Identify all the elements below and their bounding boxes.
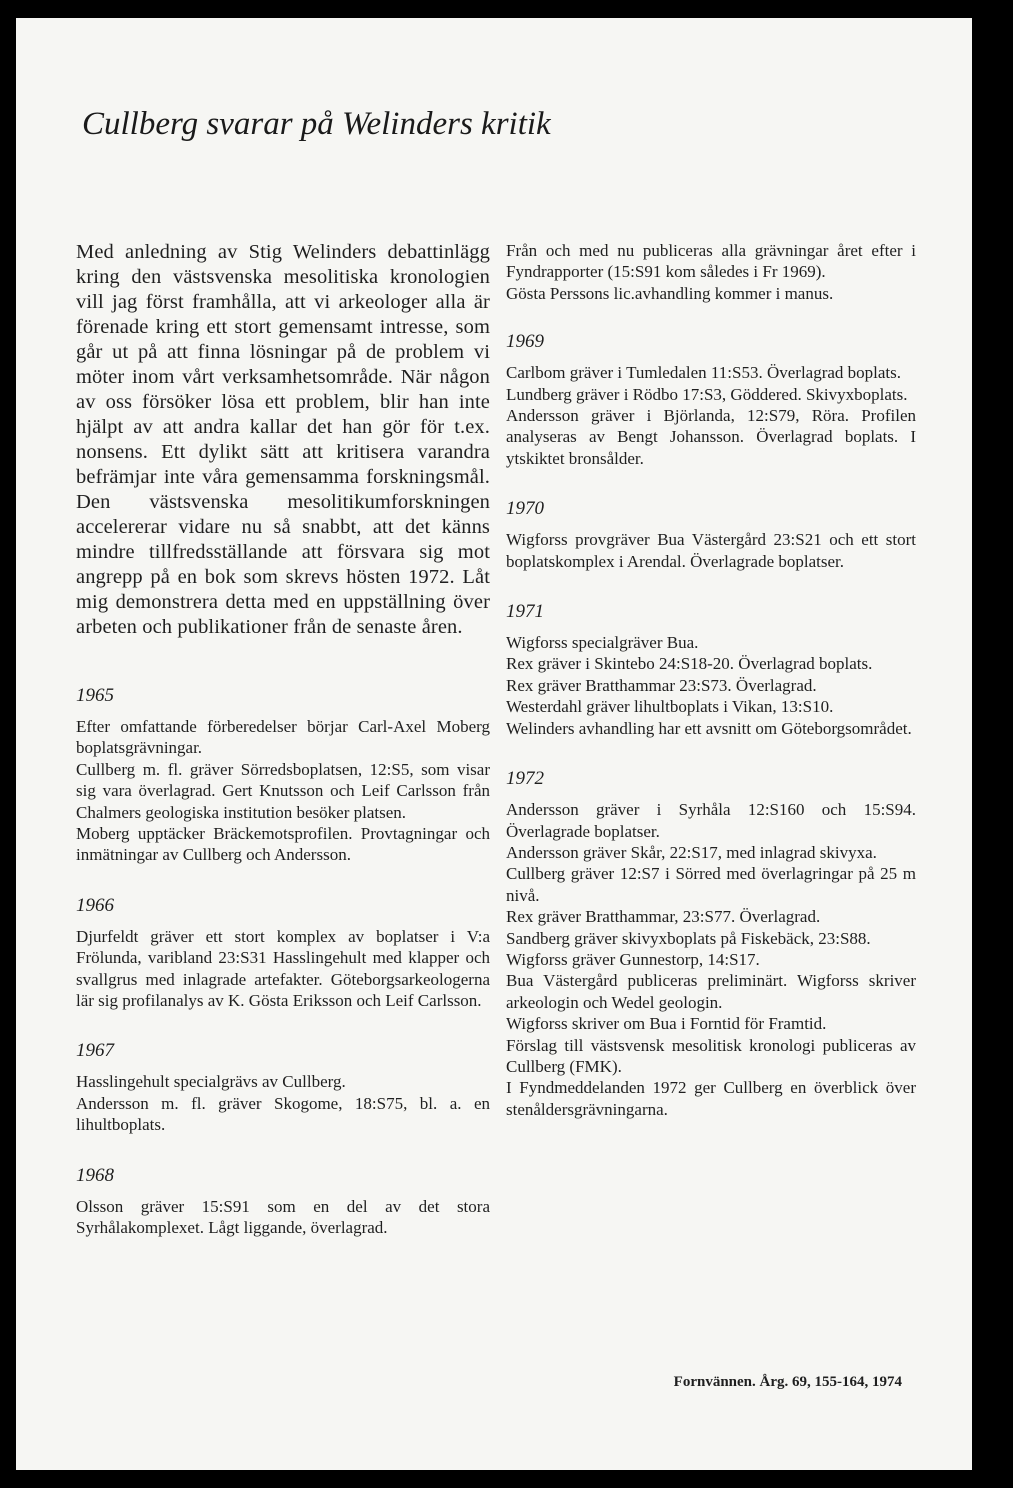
section-1971 — [506, 600, 916, 739]
entry: I Fyndmeddelanden 1972 ger Cullberg en överblick över stenåldersgrävningarna. — [506, 1078, 916, 1119]
entry: Andersson gräver i Björlanda, 12:S79, Röra. Profilen analyseras av Bengt Johansson. Överlagrad boplats. I ytskiktet bronsålder. — [506, 406, 916, 468]
entry: Andersson gräver i Syrhåla 12:S160 och 15:S94. Överlagrade boplatser. — [506, 800, 916, 841]
entry: Lundberg gräver i Rödbo 17:S3, Göddered. Skivyxboplats. — [506, 384, 908, 404]
year-heading: 1972 — [506, 768, 544, 790]
entry: Djurfeldt gräver ett stort komplex av boplatser i V:a Frölunda, varibland 23:S31 Hasslingehult med klapper och svallgrus med inlagrade artefakter. Göteborgsarkeologerna lär sig profilanalys av K. Gösta Eriksson och Leif Carlsson. — [76, 926, 490, 1011]
year-heading: 1968 — [76, 1164, 114, 1186]
entry: Wigforss provgräver Bua Västergård 23:S21 och ett stort boplatskomplex i Arendal. Överlagrade boplatser. — [506, 530, 916, 571]
entry: Hasslingehult specialgrävs av Cullberg. — [76, 1072, 346, 1092]
entry: Bua Västergård publiceras preliminärt. Wigforss skriver arkeologin och Wedel geologin. — [506, 971, 916, 1012]
article-title: Cullberg svarar på Welinders kritik — [82, 106, 551, 142]
left-column — [76, 240, 490, 1267]
section-1972 — [506, 767, 916, 1120]
entry: Olsson gräver 15:S91 som en del av det stora Syrhålakomplexet. Lågt liggande, överlagrad. — [76, 1196, 490, 1238]
entry: Cullberg gräver 12:S7 i Sörred med överlagringar på 25 m nivå. — [506, 864, 916, 905]
entry: Efter omfattande förberedelser börjar Carl-Axel Moberg boplatsgrävningar. — [76, 717, 490, 758]
entry: Moberg upptäcker Bräckemotsprofilen. Provtagningar och inmätningar av Cullberg och Andersson. — [76, 824, 490, 865]
entry: Welinders avhandling har ett avsnitt om Göteborgsområdet. — [506, 718, 912, 738]
entry: Carlbom gräver i Tumledalen 11:S53. Överlagrad boplats. — [506, 363, 902, 383]
journal-citation: Fornvännen. Årg. 69, 155-164, 1974 — [673, 1374, 902, 1390]
entry: Cullberg m. fl. gräver Sörredsboplatsen, 12:S5, som visar sig vara överlagrad. Gert Knutsson och Leif Carlsson från Chalmers geologiska institution besöker platsen. — [76, 759, 490, 822]
section-1967 — [76, 1039, 490, 1135]
entry: Wigforss gräver Gunnestorp, 14:S17. — [506, 949, 760, 969]
entry: Andersson m. fl. gräver Skogome, 18:S75, bl. a. en lihultboplats. — [76, 1093, 490, 1135]
entry: Gösta Perssons lic.avhandling kommer i manus. — [506, 283, 834, 303]
entry: Wigforss skriver om Bua i Forntid för Framtid. — [506, 1014, 827, 1034]
year-heading: 1967 — [76, 1040, 114, 1062]
intro-paragraph: Med anledning av Stig Welinders debattinlägg kring den västsvenska mesolitiska kronologien vill jag först framhålla, att vi arkeologer alla är förenade kring ett stort gemensamt intresse, som går ut på att finna lösningar på de problem vi möter inom vårt verksamhetsområde. När någon av oss försöker lösa ett problem, blir han inte hjälpt av att andra kallar det han gör för t.ex. nonsens. Ett dylikt sätt att kritisera varandra befrämjar inte våra gemensamma forskningsmål. Den västsvenska mesolitikumforskningen accelererar vidare nu så snabbt, att det känns mindre tillfredsställande att försvara sig mot angrepp på en bok som skrevs hösten 1972. Låt mig demonstrera detta med en uppställning över arbeten och publikationer från de senaste åren. — [76, 241, 490, 638]
entry: Sandberg gräver skivyxboplats på Fiskebäck, 23:S88. — [506, 928, 871, 948]
entry: Rex gräver Bratthammar 23:S73. Överlagrad. — [506, 675, 817, 695]
entry: Westerdahl gräver lihultboplats i Vikan, 13:S10. — [506, 697, 834, 717]
section-1968 — [76, 1164, 490, 1239]
year-heading: 1966 — [76, 894, 114, 916]
section-1969 — [506, 330, 916, 469]
year-heading: 1971 — [506, 601, 544, 623]
section-1966 — [76, 894, 490, 1012]
right-column — [506, 240, 916, 1148]
year-heading: 1969 — [506, 331, 544, 353]
entry: Rex gräver i Skintebo 24:S18-20. Överlagrad boplats. — [506, 654, 873, 674]
section-intro — [506, 240, 916, 304]
entry: Förslag till västsvensk mesolitisk kronologi publiceras av Cullberg (FMK). — [506, 1035, 916, 1076]
entry: Från och med nu publiceras alla grävningar året efter i Fyndrapporter (15:S91 kom således i Fr 1969). — [506, 241, 916, 282]
year-heading: 1970 — [506, 498, 544, 520]
document-page — [16, 18, 972, 1470]
entry: Andersson gräver Skår, 22:S17, med inlagrad skivyxa. — [506, 842, 877, 862]
section-1965 — [76, 684, 490, 866]
section-1970 — [506, 497, 916, 572]
entry: Rex gräver Bratthammar, 23:S77. Överlagrad. — [506, 907, 821, 927]
entry: Wigforss specialgräver Bua. — [506, 633, 699, 653]
year-heading: 1965 — [76, 685, 114, 706]
